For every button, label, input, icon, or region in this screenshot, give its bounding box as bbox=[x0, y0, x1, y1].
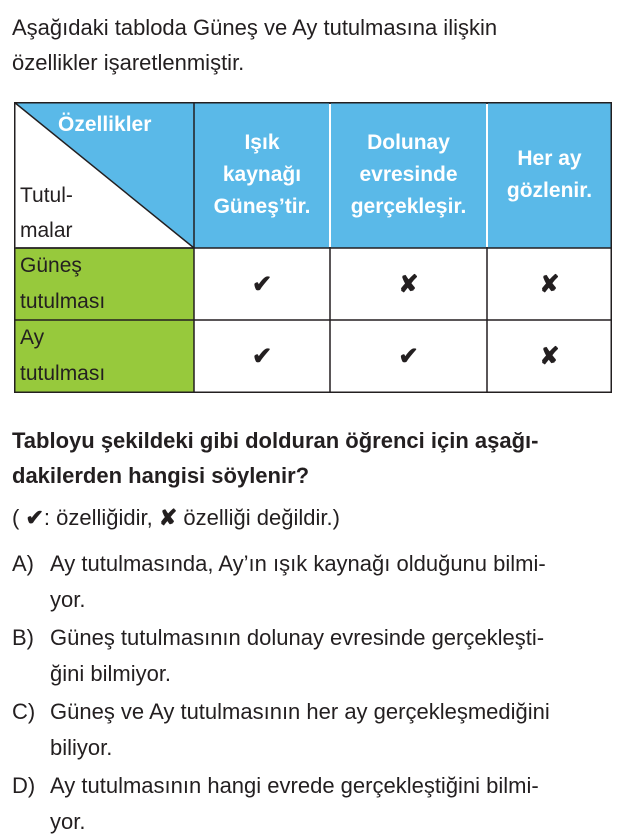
row2-line-2: tutulması bbox=[20, 362, 106, 385]
row2-line-1: Ay bbox=[20, 326, 45, 349]
option-a-letter: A) bbox=[12, 551, 34, 576]
option-a-line-2: yor. bbox=[50, 587, 86, 612]
corner-bottom-line-2: malar bbox=[20, 219, 73, 242]
corner-top-label: Özellikler bbox=[58, 113, 152, 136]
lunar-light-source-mark: ✔ bbox=[251, 343, 273, 370]
option-d[interactable] bbox=[12, 768, 622, 840]
intro-text bbox=[12, 10, 618, 80]
eclipse-table bbox=[14, 102, 612, 393]
option-d-line-2: yor. bbox=[50, 809, 86, 834]
solar-full-moon-mark: ✘ bbox=[398, 270, 419, 298]
option-b[interactable] bbox=[12, 620, 622, 692]
col2-line-1: Dolunay bbox=[367, 131, 450, 154]
option-d-letter: D) bbox=[12, 773, 36, 798]
option-b-letter: B) bbox=[12, 625, 34, 650]
intro-line-1: Aşağıdaki tabloda Güneş ve Ay tutulmasına ilişkin bbox=[12, 15, 498, 40]
legend-open: ( bbox=[12, 505, 20, 530]
intro-line-2: özellikler işaretlenmiştir. bbox=[12, 50, 245, 75]
col3-line-1: Her ay bbox=[517, 147, 582, 170]
question-line-2: dakilerden hangisi söylenir? bbox=[12, 463, 310, 488]
option-c-letter: C) bbox=[12, 699, 36, 724]
option-d-line-1: Ay tutulmasının hangi evrede gerçekleştiğini bilmi- bbox=[50, 773, 539, 798]
solar-every-month-mark: ✘ bbox=[539, 270, 560, 298]
option-c-line-1: Güneş ve Ay tutulmasının her ay gerçekleşmediğini bbox=[50, 699, 550, 724]
col1-line-2: kaynağı bbox=[222, 163, 302, 186]
col3-line-2: gözlenir. bbox=[506, 179, 593, 202]
col2-line-3: gerçekleşir. bbox=[350, 195, 467, 218]
legend-cross-text: özelliği değildir.) bbox=[183, 505, 340, 530]
solar-light-source-mark: ✔ bbox=[251, 270, 273, 298]
col1-line-3: Güneş’tir. bbox=[213, 195, 311, 218]
corner-bottom-line-1: Tutul- bbox=[20, 184, 73, 207]
question-text bbox=[12, 423, 622, 493]
option-c[interactable] bbox=[12, 694, 622, 766]
legend-text bbox=[12, 500, 622, 535]
row1-line-2: tutulması bbox=[20, 290, 106, 313]
option-b-line-2: ğini bilmiyor. bbox=[50, 661, 172, 686]
option-c-line-2: biliyor. bbox=[50, 735, 113, 760]
table-grid-lines bbox=[14, 102, 612, 393]
legend-check-text: : özelliğidir, bbox=[43, 505, 153, 530]
col2-line-2: evresinde bbox=[359, 163, 458, 186]
option-a[interactable] bbox=[12, 546, 622, 618]
lunar-every-month-mark: ✘ bbox=[539, 343, 560, 370]
option-b-line-1: Güneş tutulmasının dolunay evresinde gerçekleşti- bbox=[50, 625, 545, 650]
col1-line-1: Işık bbox=[244, 131, 280, 154]
legend-cross-icon: ✘ bbox=[158, 505, 178, 530]
row1-line-1: Güneş bbox=[20, 254, 82, 277]
legend-check-icon: ✔ bbox=[25, 505, 44, 530]
question-line-1: Tabloyu şekildeki gibi dolduran öğrenci için aşağı- bbox=[12, 428, 539, 453]
lunar-full-moon-mark: ✔ bbox=[398, 343, 419, 370]
option-a-line-1: Ay tutulmasında, Ay’ın ışık kaynağı olduğunu bilmi- bbox=[50, 551, 546, 576]
